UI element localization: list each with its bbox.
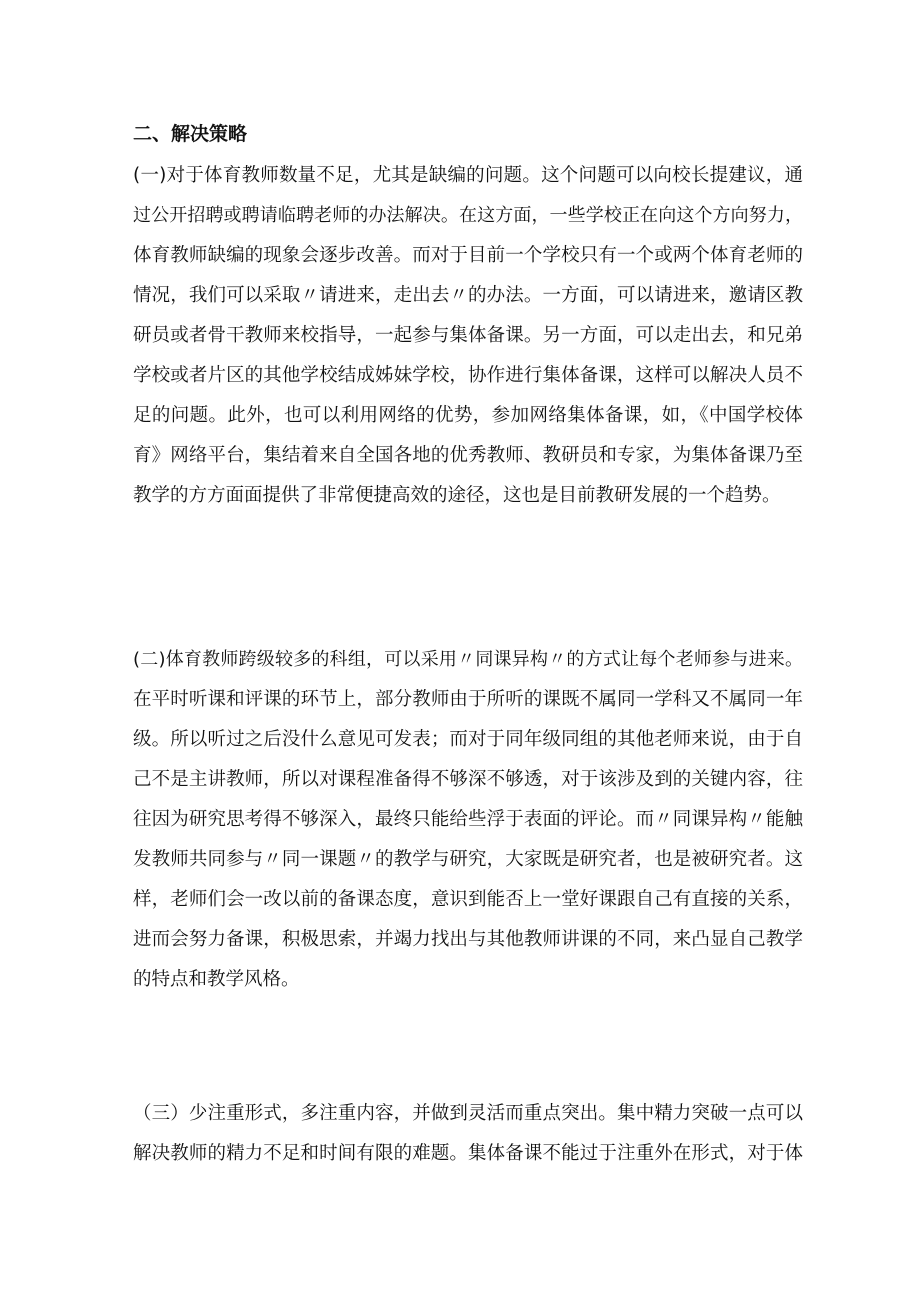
paragraph-line: 级。所以听过之后没什么意见可发表；而对于同年级同组的其他老师来说，由于自 [133, 729, 803, 750]
paragraph-1 [133, 156, 803, 516]
paragraph-line: 足的问题。此外，也可以利用网络的优势，参加网络集体备课，如，《中国学校体 [133, 405, 803, 426]
paragraph-line: 在平时听课和评课的环节上，部分教师由于所听的课既不属同一学科又不属同一年 [133, 689, 803, 710]
paragraph-line: (二)体育教师跨级较多的科组，可以采用〃同课异构〃的方式让每个老师参与进来。 [133, 649, 803, 670]
paragraph-line: 己不是主讲教师，所以对课程准备得不够深不够透，对于该涉及到的关键内容，往 [133, 769, 803, 790]
paragraph-line: 体育教师缺编的现象会逐步改善。而对于目前一个学校只有一个或两个体育老师的 [133, 245, 803, 266]
paragraph-line: 解决教师的精力不足和时间有限的难题。集体备课不能过于注重外在形式，对于体 [133, 1143, 803, 1164]
paragraph-line: 往因为研究思考得不够深入，最终只能给些浮于表面的评论。而〃同课异构〃能触 [133, 809, 803, 830]
paragraph-line: （三）少注重形式，多注重内容，并做到灵活而重点突出。集中精力突破一点可以 [133, 1103, 803, 1124]
paragraph-line: 进而会努力备课，积极思索，并竭力找出与其他教师讲课的不同，来凸显自己教学 [133, 929, 803, 950]
paragraph-line: (一)对于体育教师数量不足，尤其是缺编的问题。这个问题可以向校长提建议，通 [133, 165, 803, 186]
paragraph-line: 教学的方方面面提供了非常便捷高效的途径，这也是目前教研发展的一个趋势。 [133, 485, 781, 506]
section-heading: 二、解决策略 [133, 123, 248, 145]
paragraph-line: 研员或者骨干教师来校指导，一起参与集体备课。另一方面，可以走出去，和兄弟 [133, 325, 803, 346]
paragraph-line: 过公开招聘或聘请临聘老师的办法解决。在这方面，一些学校正在向这个方向努力， [133, 205, 803, 226]
paragraph-line: 发教师共同参与〃同一课题〃的教学与研究，大家既是研究者，也是被研究者。这 [133, 849, 803, 870]
paragraph-line: 样，老师们会一改以前的备课态度，意识到能否上一堂好课跟自己有直接的关系， [133, 889, 803, 910]
paragraph-line: 情况，我们可以采取〃请进来，走出去〃的办法。一方面，可以请进来，邀请区教 [133, 285, 803, 306]
paragraph-line: 学校或者片区的其他学校结成姊妹学校，协作进行集体备课，这样可以解决人员不 [133, 365, 803, 386]
paragraph-3 [133, 1094, 803, 1174]
paragraph-line: 育》网络平台，集结着来自全国各地的优秀教师、教研员和专家，为集体备课乃至 [133, 445, 803, 466]
paragraph-line: 的特点和教学风格。 [133, 969, 300, 990]
paragraph-2 [133, 640, 803, 1000]
